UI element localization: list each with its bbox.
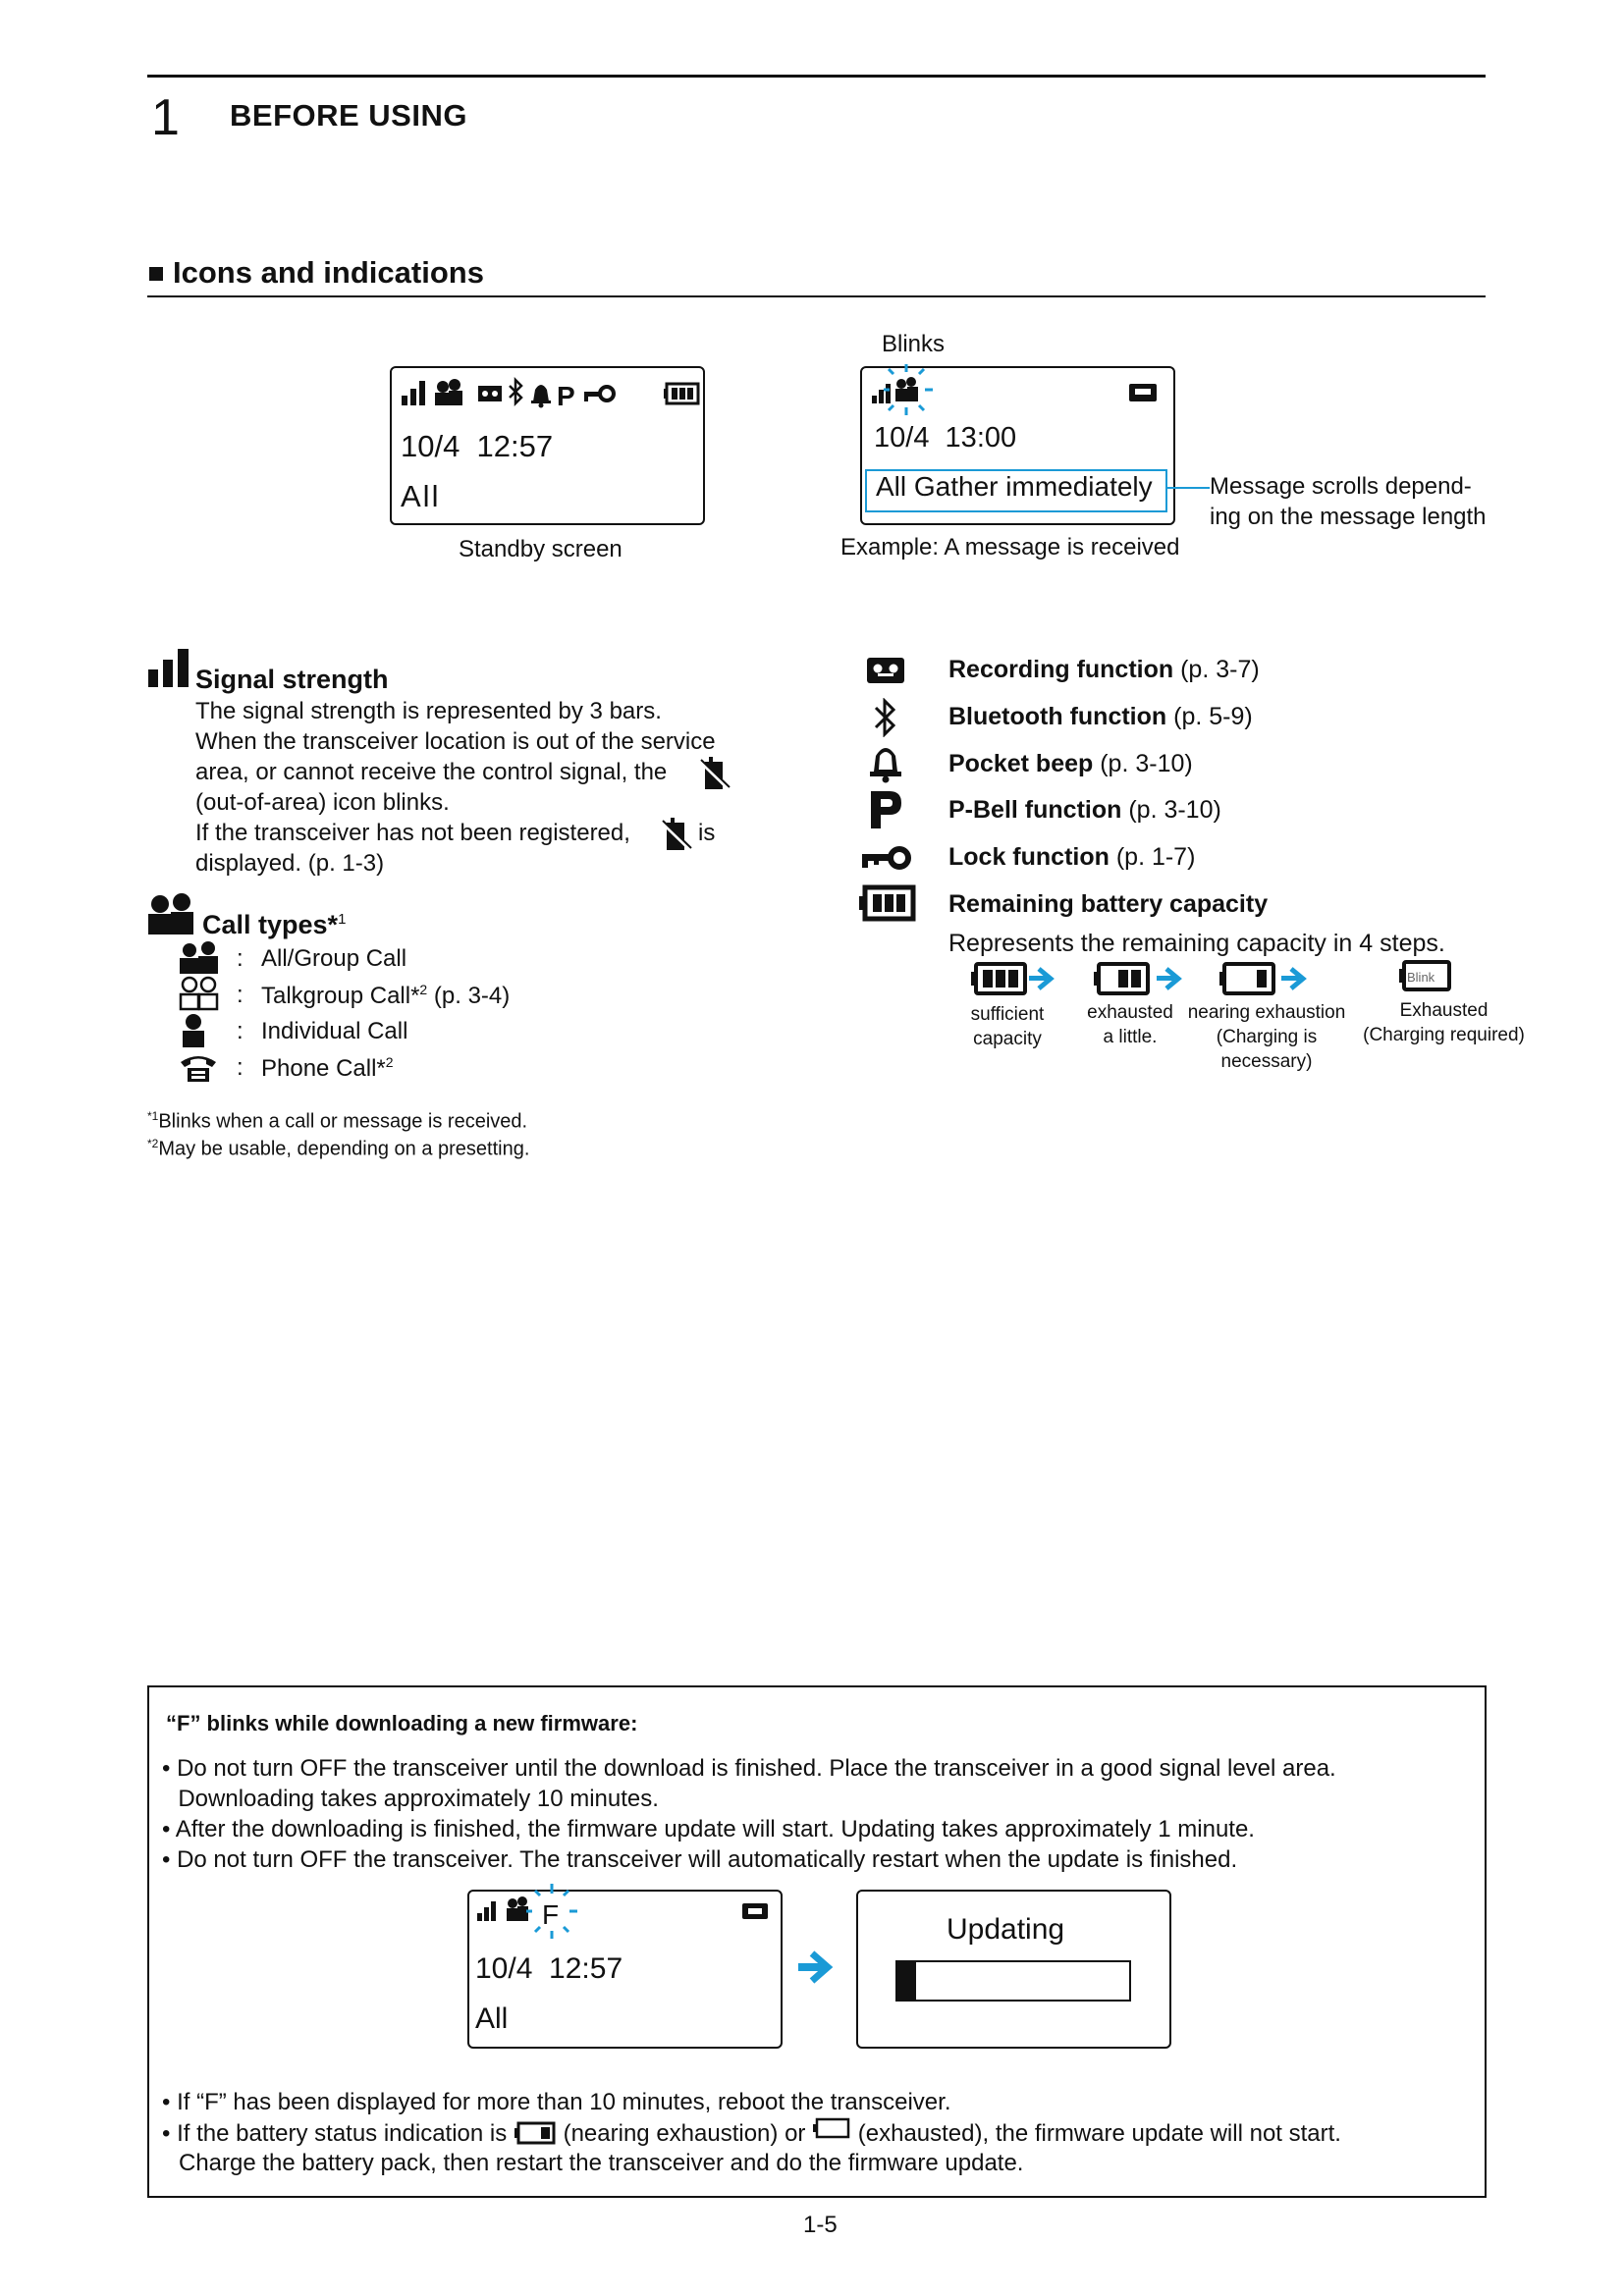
signal-line-4: (out-of-area) icon blinks. <box>195 789 450 816</box>
call-colon-2: : <box>237 982 244 1008</box>
feature-recording <box>948 656 1260 684</box>
callout-line <box>1165 487 1210 489</box>
battery-one-bar-icon <box>1219 964 1273 993</box>
signal-line-7: displayed. (p. 1-3) <box>195 850 385 877</box>
firmware-group: All <box>475 2002 509 2035</box>
group-call-icon <box>507 1896 528 1921</box>
individual-call-icon <box>179 1013 208 1048</box>
message-status-icons <box>870 362 1174 417</box>
firmware-bottom-bullet-2 <box>162 2117 1341 2149</box>
footnote-1-mark: *1 <box>147 1109 159 1123</box>
group-call-icon <box>435 379 462 405</box>
battery-capacity-icon <box>857 884 916 922</box>
feature-bluetooth-name: Bluetooth function <box>948 703 1167 730</box>
update-progress-bar <box>895 1960 1131 2002</box>
signal-line-6: is <box>698 820 716 846</box>
feature-battery <box>948 890 1268 919</box>
chapter-title: BEFORE USING <box>230 98 467 133</box>
updating-lcd <box>856 1890 1171 2049</box>
feature-lock-ref: (p. 1-7) <box>1109 843 1196 871</box>
battery-icon <box>664 384 698 403</box>
arrow-right-icon <box>796 1948 836 1987</box>
standby-caption: Standby screen <box>459 536 623 562</box>
message-text: All Gather immediately <box>876 471 1153 502</box>
recording-icon <box>742 1903 768 1919</box>
bullet-2-pre: • If the battery status indication is <box>162 2120 508 2147</box>
message-lcd <box>860 366 1175 525</box>
firmware-bullet-3: • Do not turn OFF the transceiver. The transceiver will automatically restart when the update is finished. <box>162 1846 1238 1873</box>
firmware-bottom-bullet-1: • If “F” has been displayed for more than 10 minutes, reboot the transceiver. <box>162 2089 951 2115</box>
call-type-all-group: All/Group Call <box>261 945 407 972</box>
p-bell-function-icon <box>868 789 903 830</box>
call-colon-4: : <box>237 1054 244 1081</box>
lock-function-icon <box>860 845 913 871</box>
battery-step-1 <box>939 1002 1076 1051</box>
feature-battery-name: Remaining battery capacity <box>948 890 1269 918</box>
feature-p-bell-ref: (p. 3-10) <box>1121 796 1221 824</box>
battery-description: Represents the remaining capacity in 4 steps. <box>948 930 1445 957</box>
footnote-2 <box>147 1137 529 1161</box>
feature-pocket-beep-ref: (p. 3-10) <box>1093 750 1193 777</box>
signal-title: Signal strength <box>195 665 389 694</box>
recording-icon <box>478 386 502 401</box>
out-of-area-icon <box>699 756 731 791</box>
call-type-talkgroup <box>261 982 510 1010</box>
bluetooth-function-icon <box>872 698 901 737</box>
battery-nearing-exhaustion-icon <box>514 2120 557 2146</box>
not-registered-icon <box>661 817 692 852</box>
feature-pocket-beep-name: Pocket beep <box>948 750 1094 777</box>
battery-full-icon <box>971 964 1025 993</box>
footnote-2-mark: *2 <box>147 1137 159 1150</box>
signal-line-2: When the transceiver location is out of the service <box>195 728 716 755</box>
key-icon <box>584 387 614 401</box>
signal-icon <box>477 1901 496 1921</box>
standby-lcd <box>390 366 705 525</box>
feature-recording-name: Recording function <box>948 656 1174 683</box>
feature-recording-ref: (p. 3-7) <box>1173 656 1260 683</box>
battery-step-1-line1: sufficient <box>970 1004 1045 1025</box>
battery-step-3-line2: (Charging is necessary) <box>1216 1027 1318 1072</box>
signal-icon <box>402 381 425 405</box>
message-caption: Example: A message is received <box>840 534 1180 561</box>
firmware-status-icons <box>475 1882 780 1941</box>
battery-step-4-line1: Exhausted <box>1399 1000 1489 1021</box>
talkgroup-ref: (p. 3-4) <box>427 983 511 1009</box>
feature-lock <box>948 843 1195 872</box>
battery-steps <box>970 960 1461 1003</box>
call-types-icon <box>147 893 196 936</box>
firmware-datetime: 10/4 12:57 <box>475 1952 623 1985</box>
battery-blink-label: Blink <box>1407 970 1435 985</box>
firmware-bullet-1-cont: Downloading takes approximately 10 minutes. <box>165 1786 659 1812</box>
recording-function-icon <box>866 656 905 685</box>
battery-step-3-line1: nearing exhaustion <box>1187 1002 1346 1023</box>
bullet-2-mid: (nearing exhaustion) or <box>563 2120 806 2147</box>
footnote-2-text: May be usable, depending on a presetting. <box>158 1138 530 1160</box>
standby-datetime: 10/4 12:57 <box>401 429 554 463</box>
call-colon-3: : <box>237 1018 244 1044</box>
updating-title: Updating <box>947 1913 1065 1946</box>
feature-lock-name: Lock function <box>948 843 1110 871</box>
feature-bluetooth-ref: (p. 5-9) <box>1166 703 1253 730</box>
firmware-bottom-bullet-3: Charge the battery pack, then restart the transceiver and do the firmware update. <box>179 2150 1024 2176</box>
call-types-title-text: Call types* <box>202 910 339 939</box>
battery-step-3 <box>1168 1000 1365 1074</box>
talkgroup-sup: 2 <box>419 982 428 997</box>
firmware-note-title: “F” blinks while downloading a new firmware: <box>166 1711 638 1735</box>
footnote-1 <box>147 1109 527 1134</box>
signal-line-5: If the transceiver has not been registered, <box>195 820 630 846</box>
firmware-f-label: F <box>542 1899 560 1930</box>
firmware-bullet-2: • After the downloading is finished, the firmware update will start. Updating takes approximately 1 minute. <box>162 1816 1255 1842</box>
callout-line-2: ing on the message length <box>1210 504 1487 530</box>
header-rule <box>147 75 1486 78</box>
chapter-number: 1 <box>151 89 180 146</box>
section-title-text: Icons and indications <box>173 255 484 290</box>
call-type-individual: Individual Call <box>261 1018 408 1044</box>
phone-sup: 2 <box>385 1054 394 1070</box>
phone-call-icon <box>179 1052 218 1084</box>
call-types-title-sup: 1 <box>338 911 347 928</box>
battery-step-4 <box>1363 998 1525 1047</box>
pocket-beep-icon <box>866 742 905 783</box>
talkgroup-call-icon <box>179 976 220 1011</box>
section-rule <box>147 295 1486 297</box>
feature-bluetooth <box>948 703 1253 731</box>
bluetooth-icon <box>510 380 521 403</box>
page-number: 1-5 <box>803 2212 838 2238</box>
signal-line-1: The signal strength is represented by 3 bars. <box>195 698 662 724</box>
message-datetime: 10/4 13:00 <box>874 422 1017 454</box>
signal-strength-icon <box>147 648 192 689</box>
call-types-title <box>202 910 346 940</box>
bell-icon <box>531 385 551 408</box>
svg-text:P: P <box>557 381 575 411</box>
battery-step-1-line2: capacity <box>973 1029 1042 1049</box>
all-group-call-icon <box>179 941 220 975</box>
call-type-phone <box>261 1054 394 1083</box>
status-icons-row <box>400 376 704 411</box>
blinks-label: Blinks <box>882 331 946 357</box>
battery-step-2-line1: exhausted <box>1087 1002 1173 1023</box>
bullet-square-icon <box>149 267 163 281</box>
blink-group-call-icon <box>884 364 933 415</box>
footnote-1-text: Blinks when a call or message is received. <box>158 1110 528 1133</box>
update-progress-fill <box>897 1962 916 2000</box>
section-title <box>149 255 484 291</box>
feature-pocket-beep <box>948 750 1193 778</box>
feature-p-bell-name: P-Bell function <box>948 796 1122 824</box>
battery-exhausted-icon <box>812 2117 851 2143</box>
call-colon-1: : <box>237 945 244 972</box>
signal-line-3: area, or cannot receive the control signal, the <box>195 759 668 785</box>
battery-step-4-line2: (Charging required) <box>1363 1025 1525 1045</box>
p-bell-icon <box>557 381 575 411</box>
standby-group: All <box>401 479 441 513</box>
talkgroup-label: Talkgroup Call* <box>261 983 420 1009</box>
recording-icon <box>1129 384 1157 401</box>
phone-label: Phone Call* <box>261 1055 386 1082</box>
feature-p-bell <box>948 796 1221 825</box>
battery-two-bars-icon <box>1094 964 1148 993</box>
firmware-bullet-1: • Do not turn OFF the transceiver until the download is finished. Place the transceiver in a good signal level area. <box>162 1755 1336 1782</box>
signal-icon <box>872 384 891 403</box>
bullet-2-post: (exhausted), the firmware update will not start. <box>857 2120 1341 2147</box>
battery-step-2-line2: a little. <box>1103 1027 1158 1047</box>
firmware-lcd <box>467 1890 783 2049</box>
callout-line-1: Message scrolls depend- <box>1210 473 1472 500</box>
